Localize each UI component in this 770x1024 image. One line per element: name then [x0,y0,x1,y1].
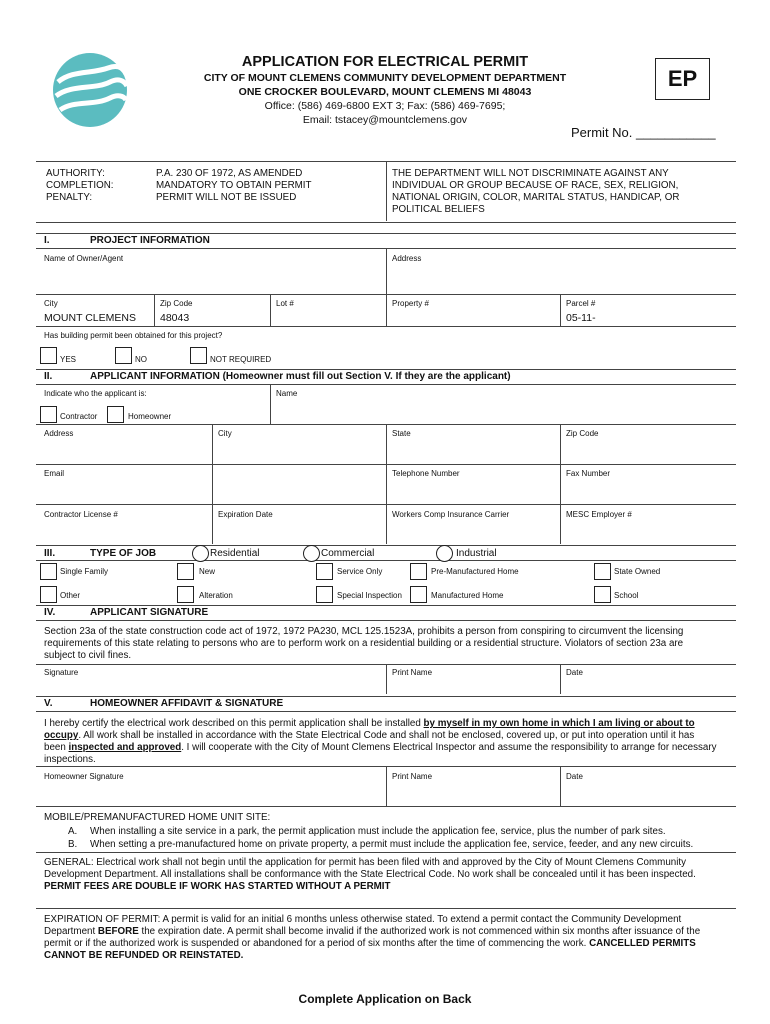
homeowner-print-name-field[interactable] [390,784,556,802]
office-email: Email: tstacey@mountclemens.gov [302,114,468,126]
parcel-label: Parcel # [566,299,596,308]
yes-label: YES [60,355,77,364]
project-address-label: Address [392,254,422,263]
general-text: GENERAL: Electrical work shall not begin until the application for permit has been filed with and approved by the City of Mount Clemens Community Development Department. All installations shall be conformance with the State Electrical Code. No work shall be concealed until it has been inspected. PERMIT FEES ARE DOUBLE IF WORK HAS STARTED WITHOUT A PERMIT [44,857,696,892]
pre-manufactured-label: Pre-Manufactured Home [431,567,519,576]
section-2-title: APPLICANT INFORMATION (Homeowner must fill out Section V. If they are the applicant) [90,371,511,382]
permit-number-field[interactable]: Permit No. ___________ [571,125,716,140]
footer-note: Complete Application on Back [298,992,472,1006]
telephone-label: Telephone Number [392,469,460,478]
form-title: APPLICATION FOR ELECTRICAL PERMIT [241,54,529,70]
completion-value: MANDATORY TO OBTAIN PERMIT [156,180,312,191]
authority-value: P.A. 230 OF 1972, AS AMENDED [156,168,303,179]
office-phone: Office: (586) 469-6800 EXT 3; Fax: (586) 469-7695; [264,100,506,112]
state-owned-label: State Owned [614,567,661,576]
other-checkbox[interactable] [40,586,57,603]
section-1-title: PROJECT INFORMATION [90,235,210,246]
mobile-title: MOBILE/PREMANUFACTURED HOME UNIT SITE: [44,812,271,823]
owner-label: Name of Owner/Agent [44,254,124,263]
homeowner-signature-field[interactable] [40,784,380,802]
department-name: CITY OF MOUNT CLEMENS COMMUNITY DEVELOPMENT DEPARTMENT [203,72,567,84]
residential-label: Residential [210,548,260,559]
email-label: Email [44,469,65,478]
signature-date-label: Date [566,668,583,677]
property-field[interactable] [390,310,556,324]
alteration-label: Alteration [199,591,233,600]
zip-label: Zip Code [160,299,193,308]
homeowner-checkbox[interactable] [107,406,124,423]
project-address-field[interactable] [390,264,730,292]
pre-manufactured-checkbox[interactable] [410,563,427,580]
section-2-number: II. [44,371,53,382]
mobile-item-b-marker: B. [68,839,78,850]
new-label: New [199,567,216,576]
school-checkbox[interactable] [594,586,611,603]
city-label: City [44,299,58,308]
section-4-text: Section 23a of the state construction code act of 1972, 1972 PA230, MCL 125.1523A, prohibits a person from conspiring to circumvent the licensing requirements of this state relating to persons who are to perform work on a residential building or a residential structure. Violators of section 23a are subject to civil fines. [44,626,684,661]
applicant-state-label: State [392,429,411,438]
lot-label: Lot # [276,299,294,308]
section-5-text: I hereby certify the electrical work described on this permit application shall be installed by myself in my own home in which I am living or about to occupy. All work shall be installed in accordance with the State Electrical Code and shall not be enclosed, covered up, or put into operation until it has been inspected and approved. I will cooperate with the City of Mount Clemens Electrical Inspector and assume the responsibility to arrange for necessary inspections. [44,718,717,765]
service-only-label: Service Only [337,567,383,576]
commercial-radio[interactable] [303,545,320,562]
manufactured-home-label: Manufactured Home [431,591,504,600]
authority-label: AUTHORITY: [46,168,105,179]
applicant-name-label: Name [276,389,298,398]
applicant-zip-label: Zip Code [566,429,599,438]
contractor-label: Contractor [60,412,98,421]
other-label: Other [60,591,81,600]
homeowner-print-name-label: Print Name [392,772,433,781]
homeowner-date-label: Date [566,772,583,781]
not-required-label: NOT REQUIRED [210,355,272,364]
not-required-checkbox[interactable] [190,347,207,364]
commercial-label: Commercial [321,548,375,559]
school-label: School [614,591,639,600]
mobile-item-b: When setting a pre-manufactured home on private property, a permit must include the application fee, service, feeder, and any new circuits. [90,839,694,850]
residential-radio[interactable] [192,545,209,562]
applicant-print-name-field[interactable] [390,678,556,692]
manufactured-home-checkbox[interactable] [410,586,427,603]
special-inspection-label: Special Inspection [337,591,402,600]
applicant-name-field[interactable] [276,400,730,420]
section-5-number: V. [44,698,53,709]
building-permit-question: Has building permit been obtained for this project? [44,331,223,340]
applicant-address-label: Address [44,429,74,438]
no-label: NO [135,355,147,364]
section-3-title: TYPE OF JOB [90,548,157,559]
department-address: ONE CROCKER BOULEVARD, MOUNT CLEMENS MI 48043 [238,86,532,98]
single-family-label: Single Family [60,567,109,576]
special-inspection-checkbox[interactable] [316,586,333,603]
license-label: Contractor License # [44,510,118,519]
new-checkbox[interactable] [177,563,194,580]
state-owned-checkbox[interactable] [594,563,611,580]
penalty-label: PENALTY: [46,192,93,203]
expiration-date-label: Expiration Date [218,510,273,519]
zip-field[interactable]: 48043 [160,312,190,324]
form-badge: EP [655,58,710,100]
section-1-number: I. [44,235,50,246]
applicant-date-field[interactable] [564,678,730,692]
expiration-text: EXPIRATION OF PERMIT: A permit is valid for an initial 6 months unless otherwise stated. To extend a permit contact the Community Development Department BEFORE the expiration date. A permit shall become invalid if the authorized work is not commenced within six months after issuance of the permit or if the authorized work is suspended or abandoned for a period of six months after the time of commencing the work. CANCELLED PERMITS CANNOT BE REFUNDED OR REINSTATED. [44,914,701,961]
service-only-checkbox[interactable] [316,563,333,580]
contractor-checkbox[interactable] [40,406,57,423]
fax-label: Fax Number [566,469,611,478]
industrial-radio[interactable] [436,545,453,562]
industrial-label: Industrial [456,548,497,559]
mobile-item-a: When installing a site service in a park, the permit application must include the application fee, service, plus the number of park sites. [90,826,666,837]
nondiscrimination-notice: THE DEPARTMENT WILL NOT DISCRIMINATE AGAINST ANY INDIVIDUAL OR GROUP BECAUSE OF RACE, SEX, RELIGION, NATIONAL ORIGIN, COLOR, MARITAL STATUS, HANDICAP, OR POLITICAL BELIEFS [392,168,680,215]
applicant-city-label: City [218,429,232,438]
no-checkbox[interactable] [115,347,132,364]
section-5-title: HOMEOWNER AFFIDAVIT & SIGNATURE [90,698,284,709]
homeowner-label: Homeowner [128,412,172,421]
workers-comp-label: Workers Comp Insurance Carrier [392,510,510,519]
property-label: Property # [392,299,429,308]
mobile-item-a-marker: A. [68,826,78,837]
section-4-number: IV. [44,607,56,618]
yes-checkbox[interactable] [40,347,57,364]
applicant-indicate-label: Indicate who the applicant is: [44,389,147,398]
parcel-field[interactable]: 05-11- [566,312,596,324]
city-field[interactable]: MOUNT CLEMENS [44,312,136,324]
print-name-label: Print Name [392,668,433,677]
owner-field[interactable] [40,264,380,292]
section-3-number: III. [44,548,56,559]
homeowner-date-field[interactable] [564,784,730,802]
alteration-checkbox[interactable] [177,586,194,603]
section-4-title: APPLICANT SIGNATURE [90,607,209,618]
mesc-label: MESC Employer # [566,510,632,519]
single-family-checkbox[interactable] [40,563,57,580]
penalty-value: PERMIT WILL NOT BE ISSUED [156,192,297,203]
completion-label: COMPLETION: [46,180,114,191]
signature-label: Signature [44,668,79,677]
lot-field[interactable] [274,310,382,324]
homeowner-signature-label: Homeowner Signature [44,772,124,781]
applicant-signature-field[interactable] [40,678,380,692]
